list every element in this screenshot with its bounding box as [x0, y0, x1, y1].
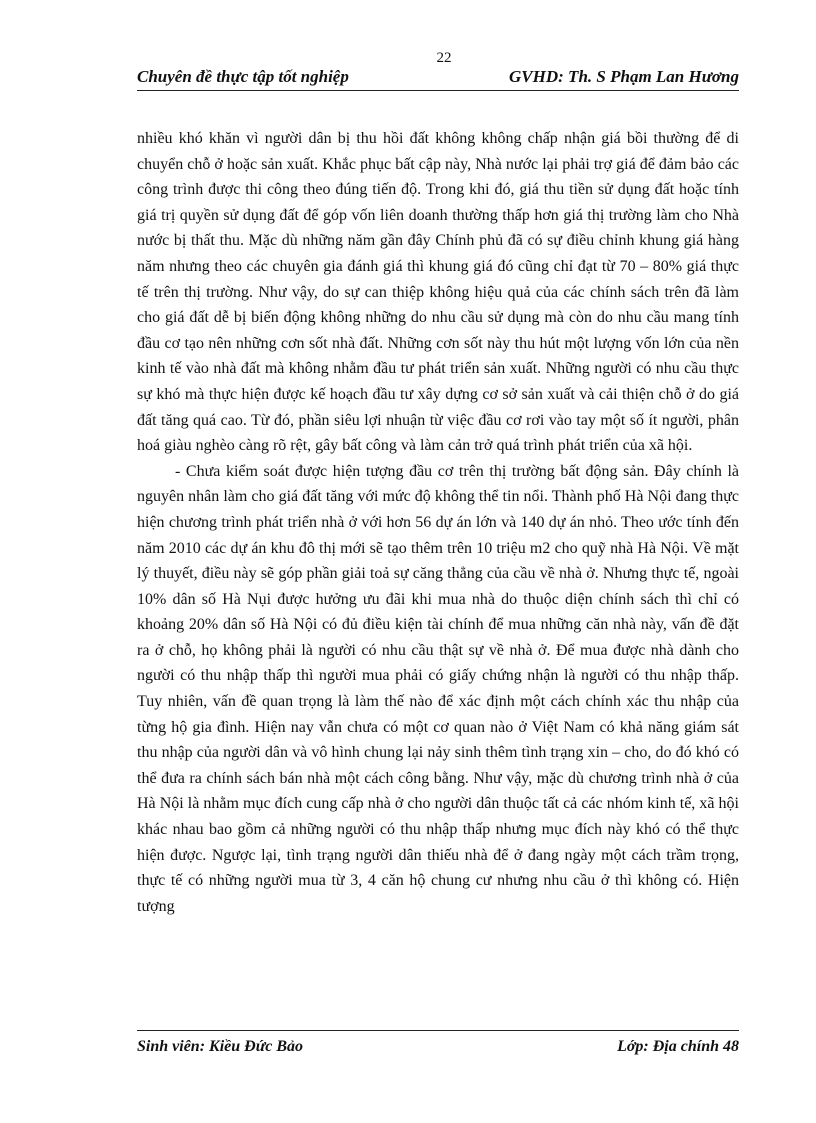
header-supervisor: GVHD: Th. S Phạm Lan Hương: [509, 67, 739, 86]
page-number: 22: [436, 50, 452, 66]
page-footer: [137, 1030, 739, 1067]
header-document-title: Chuyên đề thực tập tốt nghiệp: [137, 67, 349, 86]
document-body: [137, 126, 739, 919]
body-paragraph-2: - Chưa kiểm soát được hiện tượng đầu cơ trên thị trường bất động sản. Đây chính là nguyên nhân làm cho giá đất tăng với mức độ không thể tin nổi. Thành phố Hà Nội đang thực hiện chương trình phát triển nhà ở với hơn 56 dự án lớn và 140 dự án nhỏ. Theo ước tính đến năm 2010 các dự án khu đô thị mới sẽ tạo thêm trên 10 triệu m2 cho quỹ nhà Hà Nội. Về mặt lý thuyết, điều này sẽ góp phần giải toả sự căng thẳng của cầu về nhà ở. Nhưng thực tế, ngoài 10% dân số Hà Nụi được hưởng ưu đãi khi mua nhà do thuộc diện chính sách thì chỉ có khoảng 20% dân số Hà Nội có đủ điều kiện tài chính để mua những căn nhà này, vấn đề đặt ra ở chỗ, họ không phải là người có nhu cầu thật sự về nhà ở. Để mua được nhà dành cho người có thu nhập thấp thì người mua phải có giấy chứng nhận là người có thu nhập thấp. Tuy nhiên, vấn đề quan trọng là làm thế nào để xác định một cách chính xác thu nhập của từng hộ gia đình. Hiện nay vẫn chưa có một cơ quan nào ở Việt Nam có khả năng giám sát thu nhập của người dân và vô hình chung lại nảy sinh thêm tình trạng xin – cho, do đó khó có thể đưa ra chính sách bán nhà một cách công bằng. Như vậy, mặc dù chương trình nhà ở của Hà Nội là nhằm mục đích cung cấp nhà ở cho người dân thuộc tất cả các nhóm kinh tế, xã hội khác nhau bao gồm cả những người có thu nhập thấp nhưng mục đích này khó có thể thực hiện được. Ngược lại, tình trạng người dân thiếu nhà để ở đang ngày một cách trầm trọng, thực tế có những người mua từ 3, 4 căn hộ chung cư nhưng nhu cầu ở thì không có. Hiện tượng: [137, 462, 739, 915]
footer-student: Sinh viên: Kiều Đức Bảo: [137, 1038, 304, 1055]
footer-class: Lớp: Địa chính 48: [617, 1038, 739, 1055]
page-header: [137, 68, 739, 91]
body-paragraph-1: nhiều khó khăn vì người dân bị thu hồi đất không không chấp nhận giá bồi thường để di chuyển chỗ ở hoặc sản xuất. Khắc phục bất cập này, Nhà nước lại phải trợ giá để đảm bảo các công trình được thi công theo đúng tiến độ. Trong khi đó, giá thu tiền sử dụng đất hoặc tính giá trị quyền sử dụng đất để góp vốn liên doanh thường thấp hơn giá thị trường làm cho Nhà nước bị thất thu. Mặc dù những năm gần đây Chính phủ đã có sự điều chỉnh khung giá hàng năm nhưng theo các chuyên gia đánh giá thì khung giá đó cũng chỉ đạt từ 70 – 80% giá thực tế trên thị trường. Như vậy, do sự can thiệp không hiệu quả của các chính sách trên đã làm cho giá đất dễ bị biến động không những do nhu cầu sử dụng mà còn do nhu cầu mang tính đầu cơ tạo nên những cơn sốt nhà đất. Những cơn sốt này thu hút một lượng vốn lớn của nền kinh tế vào nhà đất mà không nhằm đầu tư phát triển sản xuất. Những người có nhu cầu thực sự khó mà thực hiện được kế hoạch đầu tư xây dựng cơ sở sản xuất và cải thiện chỗ ở do giá đất tăng quá cao. Từ đó, phần siêu lợi nhuận từ việc đầu cơ rơi vào tay một số ít người, phân hoá giàu nghèo càng rõ rệt, gây bất công và làm cản trở quá trình phát triển của xã hội.: [137, 130, 739, 455]
